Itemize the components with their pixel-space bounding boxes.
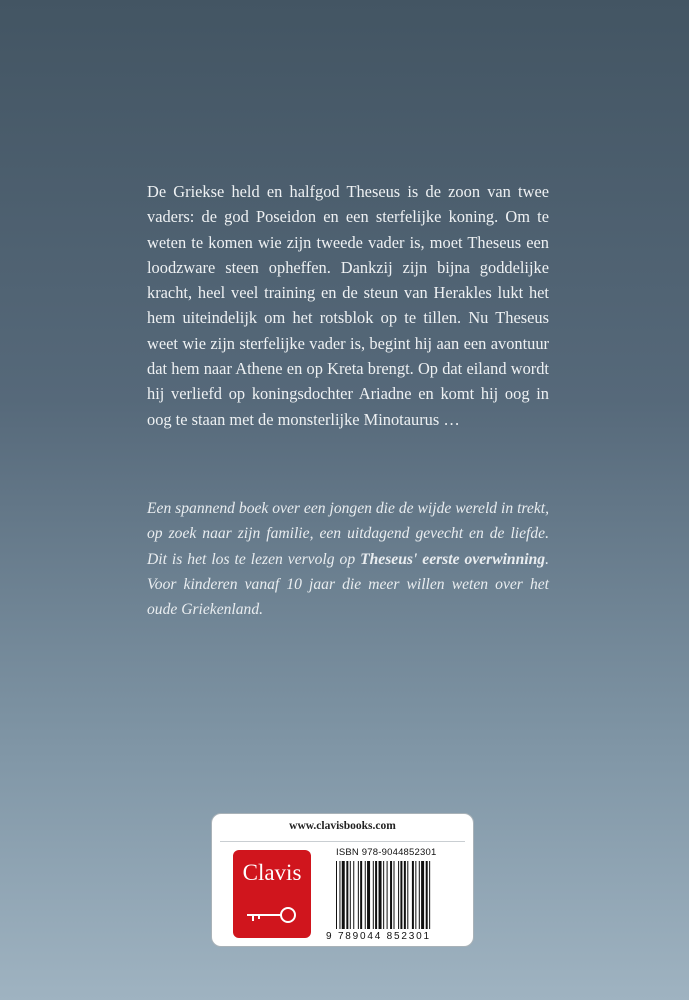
- synopsis-text: De Griekse held en halfgod Theseus is de zoon van twee vaders: de god Poseidon en een sterfelijke koning. Om te weten te komen wie zijn tweede vader is, moet Theseus een loodzware steen opheffen. Dankzij zijn bijna goddelijke kracht, heel veel training en de steun van Herakles lukt het hem uiteindelijk om het rotsblok op te tillen. Nu Theseus weet wie zijn sterfelijke vader is, begint hij aan een avontuur dat hem naar Athene en op Kreta brengt. Op dat eiland wordt hij verliefd op koningsdochter Ariadne en komt hij oog in oog te staan met de monsterlijke Minotaurus …: [147, 182, 549, 429]
- barcode: [336, 861, 462, 931]
- publisher-info-box: [211, 813, 474, 947]
- divider: [220, 841, 465, 842]
- blurb-text: [147, 496, 549, 622]
- key-icon: [245, 904, 299, 926]
- logo-text: Clavis: [242, 860, 302, 885]
- book-title-reference: Theseus' eerste overwinning: [360, 550, 546, 568]
- blurb-part-2: . Voor kinderen vanaf 10 jaar die meer willen weten over het oude Griekenland.: [147, 550, 549, 619]
- publisher-website[interactable]: www.clavisbooks.com: [289, 820, 396, 832]
- blurb-part-1: Een spannend boek over een jongen die de wijde wereld in trekt, op zoek naar zijn familie, een uitdagend gevecht en de liefde. Dit is het los te lezen vervolg op: [147, 500, 549, 568]
- isbn-label: ISBN 978-9044852301: [336, 847, 437, 858]
- clavis-logo: [233, 850, 311, 938]
- barcode-digits: 9 789044 852301: [326, 931, 431, 942]
